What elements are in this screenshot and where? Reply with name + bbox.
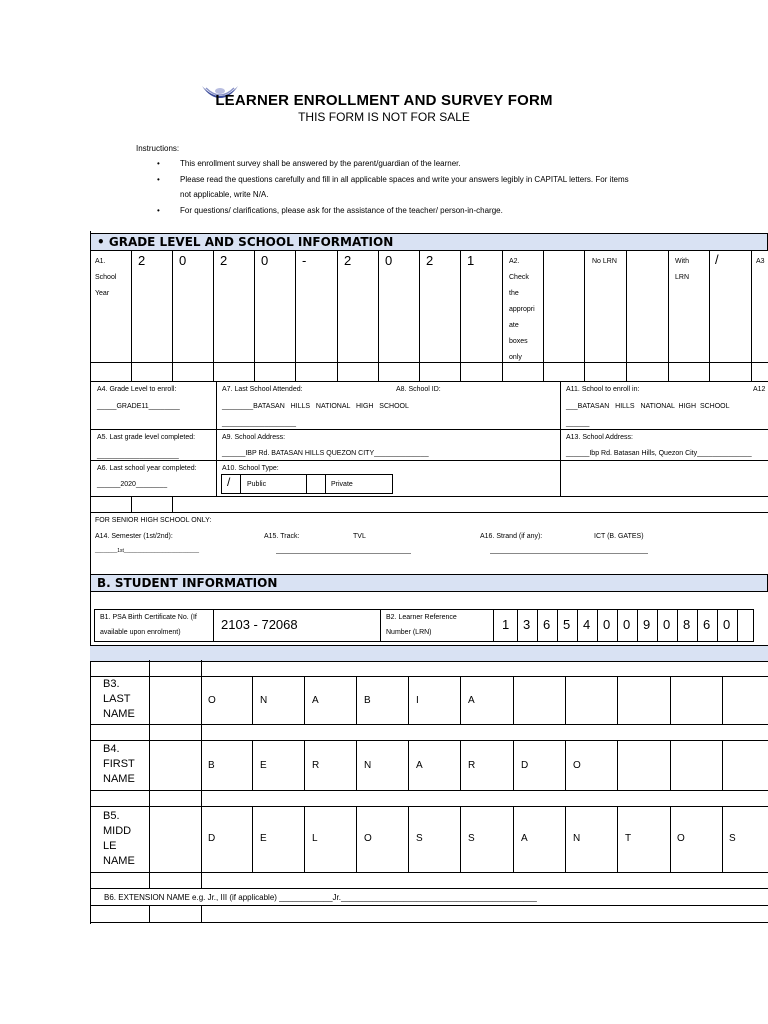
- lrn-digit[interactable]: 5: [563, 617, 571, 632]
- a9-school-address-field[interactable]: ______IBP Rd. BATASAN HILLS QUEZON CITY______________: [222, 450, 429, 457]
- lrn-digit[interactable]: 0: [663, 617, 671, 632]
- school-year-digit[interactable]: 2: [344, 253, 352, 268]
- a11-school-to-enroll-field[interactable]: ___BATASAN HILLS NATIONAL HIGH SCHOOL: [566, 403, 730, 410]
- last-name-cells: [201, 676, 768, 724]
- first-name-letter[interactable]: A: [416, 760, 423, 771]
- section-a-header: [90, 233, 768, 251]
- b6-extension-name-field[interactable]: B6. EXTENSION NAME e.g. Jr., III (if applicable) ____________Jr.____________________________________________: [104, 893, 537, 902]
- lrn-digit[interactable]: 9: [643, 617, 651, 632]
- first-name-letter[interactable]: D: [521, 760, 529, 771]
- school-year-digit[interactable]: 2: [220, 253, 228, 268]
- a14-semester-field[interactable]: ________1st___________________________: [95, 548, 200, 554]
- a3-label: A3: [756, 258, 765, 265]
- last-name-letter[interactable]: O: [208, 695, 216, 706]
- with-lrn-label: With LRN: [675, 258, 690, 281]
- first-name-letter[interactable]: N: [364, 760, 372, 771]
- lrn-digit[interactable]: 1: [502, 617, 510, 632]
- section-b-title: B. STUDENT INFORMATION: [97, 576, 278, 590]
- school-year-row: [90, 251, 768, 382]
- a14-label: A14. Semester (1st/2nd):: [95, 533, 173, 540]
- first-name-letter[interactable]: O: [573, 760, 581, 771]
- b5-label: B5. MIDD LE NAME: [103, 810, 135, 867]
- school-year-digit[interactable]: 0: [179, 253, 187, 268]
- middle-name-letter[interactable]: D: [208, 833, 216, 844]
- first-name-cells: [201, 740, 768, 790]
- lrn-digit[interactable]: 0: [723, 617, 731, 632]
- a7-last-school-field[interactable]: ________BATASAN HILLS NATIONAL HIGH SCHOOL: [222, 403, 409, 410]
- instruction-item: • For questions/ clarifications, please ask for the assistance of the teacher/ person-in-charge.: [157, 206, 503, 215]
- last-name-letter[interactable]: B: [364, 695, 371, 706]
- shs-only-heading: FOR SENIOR HIGH SCHOOL ONLY:: [95, 517, 212, 524]
- a5-grade-completed-field[interactable]: _____________________: [97, 452, 179, 459]
- form-subtitle: THIS FORM IS NOT FOR SALE: [298, 110, 470, 124]
- a7-label: A7. Last School Attended:: [222, 386, 303, 393]
- instruction-item-continued: not applicable, write N/A.: [180, 190, 269, 199]
- middle-name-letter[interactable]: E: [260, 833, 267, 844]
- lrn-digit[interactable]: 0: [623, 617, 631, 632]
- school-year-digit[interactable]: 0: [385, 253, 393, 268]
- section-b-header: [90, 574, 768, 592]
- a11-label: A11. School to enroll in:: [566, 386, 640, 393]
- a16-label: A16. Strand (if any):: [480, 533, 543, 540]
- middle-name-letter[interactable]: T: [625, 833, 632, 844]
- school-year-digit[interactable]: 2: [426, 253, 434, 268]
- a5-label: A5. Last grade level completed:: [97, 434, 196, 441]
- first-name-letter[interactable]: R: [468, 760, 476, 771]
- b3-label: B3. LAST NAME: [103, 678, 135, 720]
- first-name-letter[interactable]: R: [312, 760, 320, 771]
- middle-name-letter[interactable]: O: [677, 833, 685, 844]
- instruction-item: • This enrollment survey shall be answered by the parent/guardian of the learner.: [157, 159, 461, 168]
- instructions-heading: Instructions:: [136, 144, 180, 153]
- middle-name-letter[interactable]: S: [729, 833, 736, 844]
- middle-name-letter[interactable]: L: [312, 833, 318, 844]
- b1-label: B1. PSA Birth Certificate No. (If available upon enrolment): [100, 614, 197, 636]
- lrn-digit[interactable]: 3: [523, 617, 531, 632]
- school-year-digit[interactable]: 0: [261, 253, 269, 268]
- public-option-label: Public: [247, 481, 267, 488]
- last-name-letter[interactable]: N: [260, 695, 268, 706]
- a7-field-line: ___________________: [222, 420, 296, 427]
- private-option-label: Private: [331, 481, 353, 488]
- b1-birth-cert-field[interactable]: 2103 - 72068: [221, 617, 298, 632]
- last-name-letter[interactable]: A: [468, 695, 475, 706]
- a13-label: A13. School Address:: [566, 434, 633, 441]
- a11-field-line: ______: [566, 420, 590, 427]
- first-name-letter[interactable]: E: [260, 760, 267, 771]
- a13-school-address-field[interactable]: ______Ibp Rd. Batasan Hills, Quezon City______________: [566, 450, 752, 457]
- school-year-digit[interactable]: 1: [467, 253, 475, 268]
- with-lrn-checkmark[interactable]: /: [715, 252, 719, 267]
- a15-label: A15. Track:: [264, 533, 300, 540]
- school-year-digit[interactable]: 2: [138, 253, 146, 268]
- a9-label: A9. School Address:: [222, 434, 286, 441]
- a1-label: A1. School Year: [95, 258, 117, 297]
- a4-label: A4. Grade Level to enroll:: [97, 386, 177, 393]
- middle-name-letter[interactable]: A: [521, 833, 528, 844]
- a6-year-completed-field[interactable]: ______2020________: [97, 481, 168, 488]
- a6-label: A6. Last school year completed:: [97, 465, 197, 472]
- school-year-dash: -: [302, 253, 307, 268]
- public-checkmark[interactable]: /: [227, 475, 231, 489]
- last-name-letter[interactable]: I: [416, 695, 419, 706]
- form-title: LEARNER ENROLLMENT AND SURVEY FORM: [215, 92, 553, 109]
- lrn-digit[interactable]: 6: [703, 617, 711, 632]
- lrn-digit[interactable]: 4: [583, 617, 591, 632]
- lrn-digit[interactable]: 8: [683, 617, 691, 632]
- a8-label: A8. School ID:: [396, 386, 441, 393]
- lrn-digit[interactable]: 6: [543, 617, 551, 632]
- middle-name-letter[interactable]: S: [468, 833, 475, 844]
- a4-grade-field[interactable]: _____GRADE11________: [97, 403, 180, 410]
- b2-label: B2. Learner Reference Number (LRN): [386, 614, 457, 636]
- middle-name-letter[interactable]: O: [364, 833, 372, 844]
- a2-label: A2. Check the appropri ate boxes only: [509, 258, 535, 361]
- instruction-item: • Please read the questions carefully and fill in all applicable spaces and write your answers legibly in CAPITAL letters. For items: [157, 175, 629, 184]
- last-name-letter[interactable]: A: [312, 695, 319, 706]
- a15-track-value[interactable]: TVL: [353, 533, 366, 540]
- a16-strand-value[interactable]: ICT (B. GATES): [594, 533, 644, 540]
- section-a-title: • GRADE LEVEL AND SCHOOL INFORMATION: [97, 235, 394, 249]
- lrn-digit[interactable]: 0: [603, 617, 611, 632]
- middle-name-letter[interactable]: N: [573, 833, 581, 844]
- first-name-letter[interactable]: B: [208, 760, 215, 771]
- b4-label: B4. FIRST NAME: [103, 743, 135, 785]
- no-lrn-label: No LRN: [592, 258, 617, 265]
- section-b-spacer-bar: [90, 645, 768, 662]
- a10-label: A10. School Type:: [222, 465, 279, 472]
- middle-name-letter[interactable]: S: [416, 833, 423, 844]
- a12-label: A12: [753, 386, 766, 393]
